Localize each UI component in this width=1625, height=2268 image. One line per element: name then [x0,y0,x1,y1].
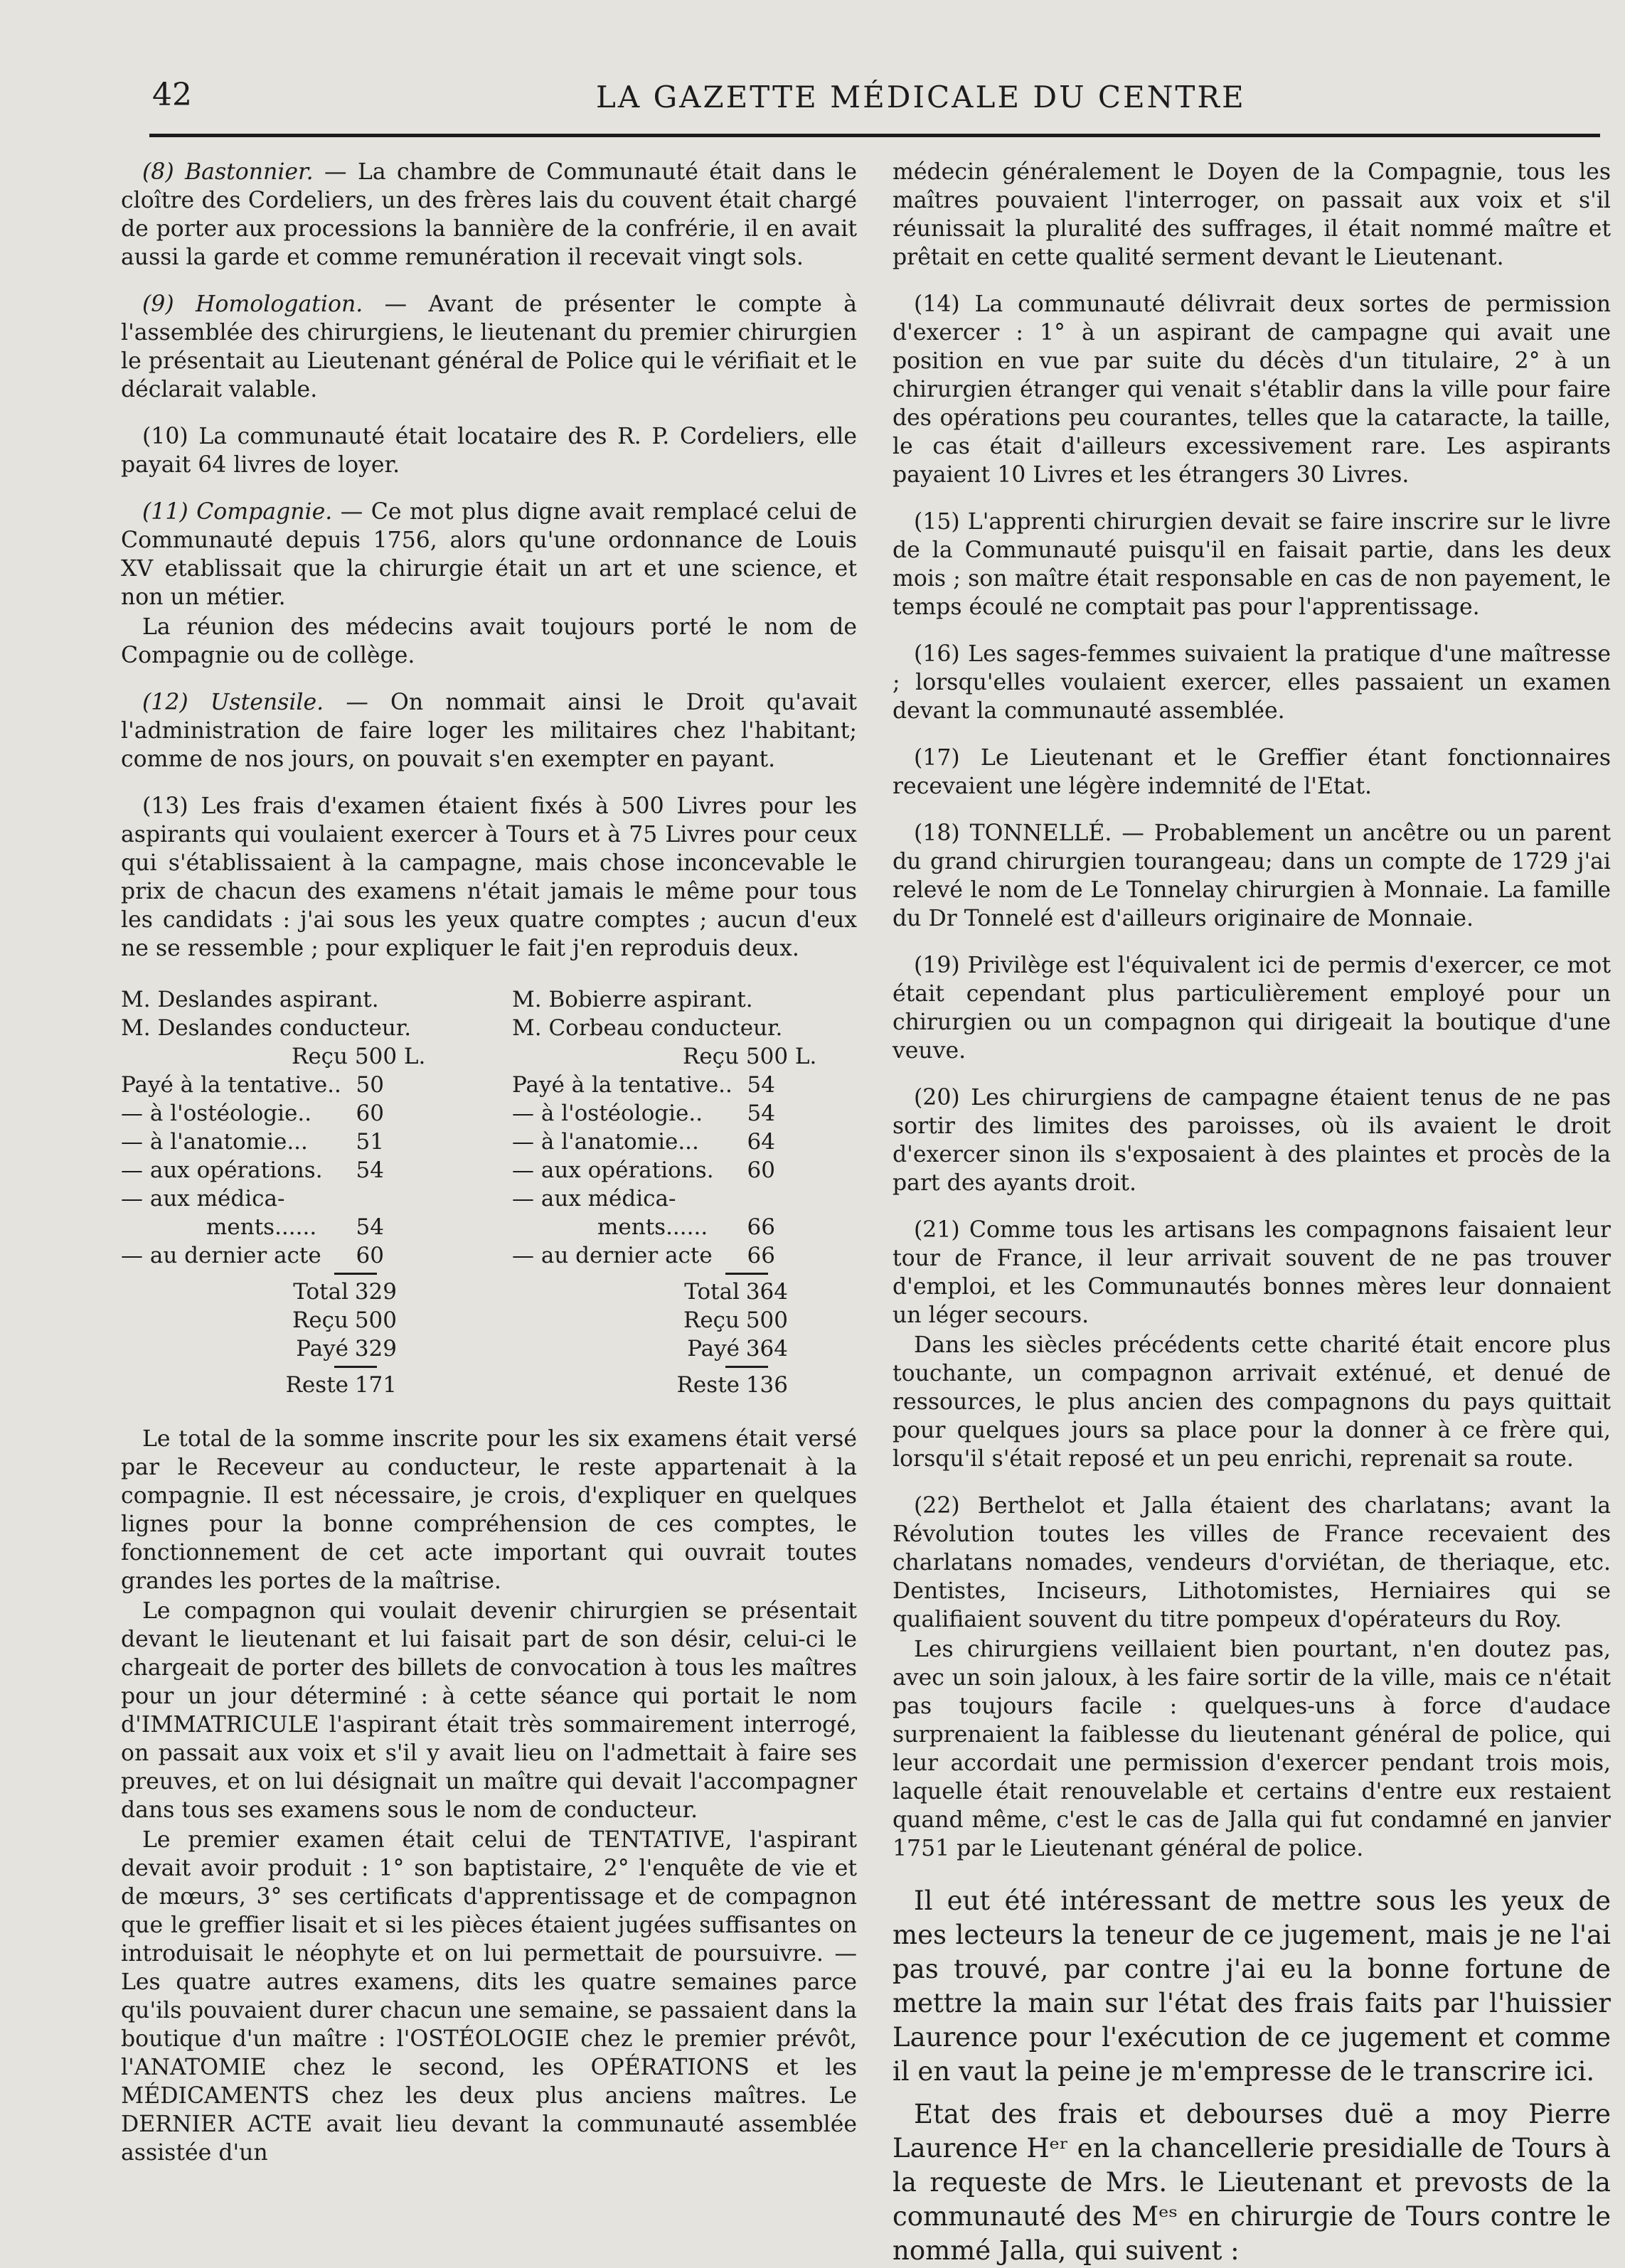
account-paye: Payé 329 [296,1336,397,1362]
account-row: ments...... 66 [597,1214,775,1240]
account-bobierre [512,985,853,1399]
note-9: (9) Homologation. — Avant de présenter le compte à l'assemblée des chirurgiens, le lieutenant du premier chirurgien le présentait au Lieutenant général de Police qui le vérifiait et le déclarait valable. [121,291,857,402]
account-row: — aux opérations. 60 [512,1157,775,1183]
account-recu: Reçu 500 [292,1307,397,1333]
account-row: Payé à la tentative.. 54 [512,1072,775,1098]
main-text-block [893,1884,1611,2268]
sum-separator [725,1366,768,1368]
page-number: 42 [152,77,192,113]
account-reste: Reste 136 [676,1372,788,1398]
account-conductor: M. Deslandes conducteur. [121,1015,412,1041]
note-20: (20) Les chirurgiens de campagne étaient tenus de ne pas sortir des limites des paroisses, où ils avaient le droit d'exercer sinon ils s'exposaient à des plaintes et procès de la part des ayants droit. [893,1085,1611,1196]
account-row: — aux médica- [512,1186,676,1211]
account-received: Reçu 500 L. [683,1044,817,1069]
body-paragraph: médecin généralement le Doyen de la Compagnie, tous les maîtres pouvaient l'interroger, on passait aux voix et s'il réunissait la pluralité des suffrages, il était nommé maître et prêtait en cette qualité serment devant le Lieutenant. [893,159,1611,270]
body-paragraph: Le premier examen était celui de TENTATIVE, l'aspirant devait avoir produit : 1° son baptistaire, 2° l'enquête de vie et de mœurs, 3° ses certificats d'apprentissage et de compagnon que le greffier lisait et si les pièces étaient jugées suffisantes on introduisait le néophyte et on lui permettait de poursuivre. — Les quatre autres examens, dits les quatre semaines parce qu'ils pouvaient durer chacun une semaine, se passaient dans la boutique d'un maître : l'OSTÉOLOGIE chez le premier prévôt, l'ANATOMIE chez le second, les OPÉRATIONS et les MÉDICAMENTS chez les deux plus anciens maîtres. Le DERNIER ACTE avait lieu devant la communauté assemblée assistée d'un [121,1827,857,2166]
main-paragraph: Il eut été intéressant de mettre sous les yeux de mes lecteurs la teneur de ce jugement, mais je ne l'ai pas trouvé, par contre j'ai eu la bonne fortune de mettre la main sur l'état des frais faits par l'huissier Laurence pour l'exécution de ce jugement et comme il en vaut la peine je m'empresse de le transcrire ici. [893,1885,1611,2087]
sum-separator [334,1273,377,1275]
note-12: (12) Ustensile. — On nommait ainsi le Droit qu'avait l'administration de faire loger les militaires chez l'habitant; comme de nos jours, on pouvait s'en exempter en payant. [121,690,857,772]
main-paragraph: Etat des frais et debourses duë a moy Pierre Laurence Hᵉʳ en la chancellerie presidialle de Tours à la requeste de Mrs. le Lieutenant et prevosts de la communauté des Mᵉˢ en chirurgie de Tours contre le nommé Jalla, qui suivent : [893,2099,1611,2266]
account-row: — à l'anatomie... 64 [512,1129,775,1155]
note-8: (8) Bastonnier. — La chambre de Communauté était dans le cloître des Cordeliers, un des frères lais du couvent était chargé de porter aux processions la bannière de la confrérie, il en avait aussi la garde et comme remunération il recevait vingt sols. [121,159,857,270]
sum-separator [725,1273,768,1275]
account-row: ments...... 54 [206,1214,384,1240]
account-aspirant: M. Deslandes aspirant. [121,987,379,1012]
account-conductor: M. Corbeau conducteur. [512,1015,783,1041]
header-rule [149,134,1600,137]
note-19: (19) Privilège est l'équivalent ici de permis d'exercer, ce mot était cependant plus particulièrement employé pour un chirurgien ou un compagnon qui dirigeait la boutique d'une veuve. [893,953,1611,1064]
note-10: (10) La communauté était locataire des R. P. Cordeliers, elle payait 64 livres de loyer. [121,424,857,478]
account-row: — aux médica- [121,1186,285,1211]
account-row: — à l'ostéologie.. 54 [512,1101,775,1126]
note-21-continued: Dans les siècles précédents cette charité était encore plus touchante, un compagnon arrivait exténué, et denué de ressources, le plus ancien des compagnons du pays quittait pour quelques jours sa place pour la donner à ce frère qui, lorsqu'il s'était reposé et un peu enrichi, reprenait sa route. [893,1332,1611,1472]
note-14: (14) La communauté délivrait deux sortes de permission d'exercer : 1° à un aspirant de campagne qui avait une position en vue par suite du décès d'un titulaire, 2° à un chirurgien étranger qui venait s'établir dans la ville pour faire des opérations peu courantes, telles que la cataracte, la taille, le cas était d'ailleurs excessivement rare. Les aspirants payaient 10 Livres et les étrangers 30 Livres. [893,291,1611,488]
account-row: — aux opérations. 54 [121,1157,384,1183]
note-21: (21) Comme tous les artisans les compagnons faisaient leur tour de France, il leur arrivait souvent de ne pas trouver d'emploi, et les Communautés bonnes mères leur donnaient un léger secours. [893,1217,1611,1328]
note-15: (15) L'apprenti chirurgien devait se faire inscrire sur le livre de la Communauté puisqu'il en faisait partie, dans les deux mois ; son maître était responsable en cas de non payement, le temps écoulé ne comptait pas pour l'apprentissage. [893,509,1611,620]
left-column [121,158,857,2184]
note-16: (16) Les sages-femmes suivaient la pratique d'une maîtresse ; lorsqu'elles voulaient exercer, elles passaient un examen devant la communauté assemblée. [893,641,1611,724]
note-11: (11) Compagnie. — Ce mot plus digne avait remplacé celui de Communauté depuis 1756, alors qu'une ordonnance de Louis XV etablissait que la chirurgie était un art et une science, et non un métier. [121,499,857,610]
account-row: — au dernier acte 60 [121,1243,384,1268]
note-11-continued: La réunion des médecins avait toujours porté le nom de Compagnie ou de collège. [121,614,857,668]
page-header-title: LA GAZETTE MÉDICALE DU CENTRE [596,80,1246,114]
account-row: — au dernier acte 66 [512,1243,775,1268]
account-total: Total 364 [684,1279,788,1305]
account-paye: Payé 364 [687,1336,788,1362]
right-column [893,158,1611,2266]
note-17: (17) Le Lieutenant et le Greffier étant fonctionnaires recevaient une légère indemnité de l'Etat. [893,745,1611,799]
body-paragraph: Le total de la somme inscrite pour les six examens était versé par le Receveur au conducteur, le reste appartenait à la compagnie. Il est nécessaire, je crois, d'expliquer en quelques lignes pour la bonne compréhension de ces comptes, le fonctionnement de cet acte important qui ouvrait toutes grandes les portes de la maîtrise. [121,1426,857,1594]
account-total: Total 329 [293,1279,397,1305]
body-paragraph: Le compagnon qui voulait devenir chirurgien se présentait devant le lieutenant et lui faisait part de son désir, celui-ci le chargeait de porter des billets de convocation à tous les maîtres pour un jour déterminé : à cette séance qui portait le nom d'IMMATRICULE l'aspirant était très sommairement interrogé, on passait aux voix et s'il y avait lieu on l'admettait à faire ses preuves, et on lui désignait un maître qui devait l'accompagner dans tous ses examens sous le nom de conducteur. [121,1598,857,1823]
note-18: (18) TONNELLÉ. — Probablement un ancêtre ou un parent du grand chirurgien tourangeau; dans un compte de 1729 j'ai relevé le nom de Le Tonnelay chirurgien à Monnaie. La famille du Dr Tonnelé est d'ailleurs originaire de Monnaie. [893,820,1611,931]
note-13: (13) Les frais d'examen étaient fixés à 500 Livres pour les aspirants qui voulaient exercer à Tours et à 75 Livres pour ceux qui s'établissaient à la campagne, mais chose inconcevable le prix de chacun des examens n'était jamais le même pour tous les candidats : j'ai sous les yeux quatre comptes ; aucun d'eux ne se ressemble ; pour expliquer le fait j'en reproduis deux. [121,793,857,961]
exam-accounts [121,985,857,1399]
account-row: — à l'ostéologie.. 60 [121,1101,384,1126]
sum-separator [334,1366,377,1368]
account-row: Payé à la tentative.. 50 [121,1072,384,1098]
account-reste: Reste 171 [285,1372,397,1398]
account-row: — à l'anatomie... 51 [121,1129,384,1155]
account-recu: Reçu 500 [683,1307,788,1333]
note-22-continued: Les chirurgiens veillaient bien pourtant, n'en doutez pas, avec un soin jaloux, à les faire sortir de la ville, mais ce n'était pas toujours facile : quelques-uns à force d'audace surprenaient la faiblesse du lieutenant général de police, qui leur accordait une permission d'exercer pendant trois mois, laquelle était renouvelable et certains d'entre eux restaient quand même, c'est le cas de Jalla qui fut condamné en janvier 1751 par le Lieutenant général de police. [893,1637,1611,1861]
account-aspirant: M. Bobierre aspirant. [512,987,753,1012]
account-deslandes [121,985,462,1399]
note-22: (22) Berthelot et Jalla étaient des charlatans; avant la Révolution toutes les villes de France recevaient des charlatans nomades, vendeurs d'orviétan, de theriaque, etc. Dentistes, Inciseurs, Lithotomistes, Herniaires qui se qualifiaient souvent du titre pompeux d'opérateurs du Roy. [893,1493,1611,1632]
account-received: Reçu 500 L. [292,1044,426,1069]
